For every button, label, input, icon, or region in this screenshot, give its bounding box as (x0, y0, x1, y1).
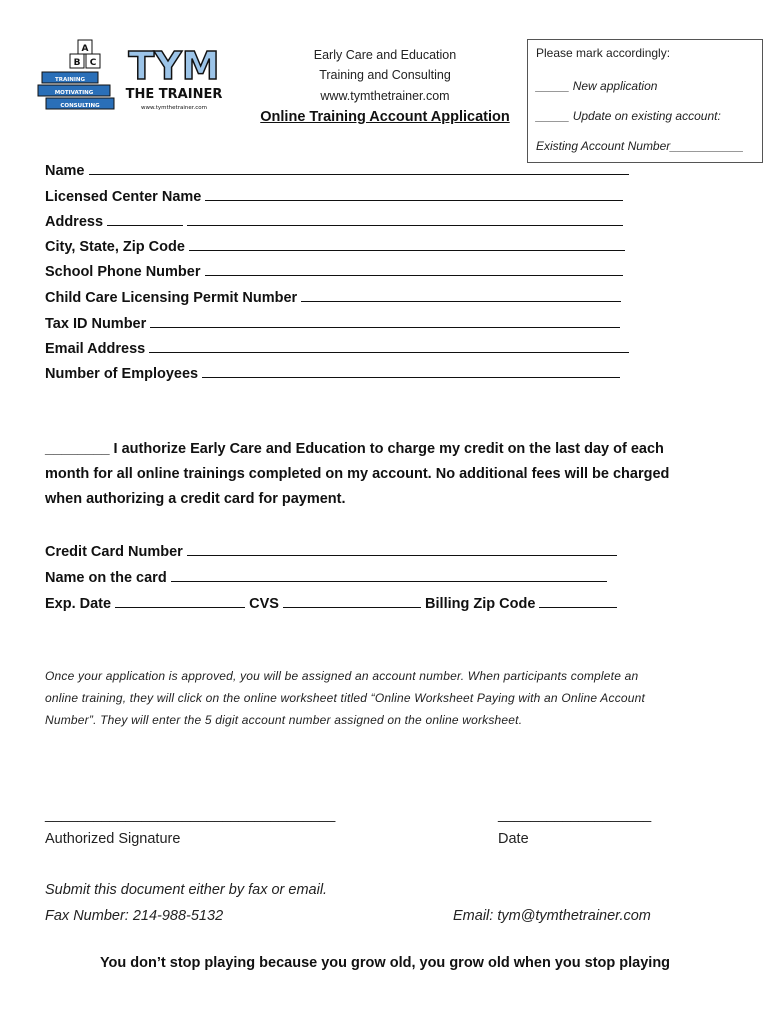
option-update-account[interactable]: _____ Update on existing account: (536, 109, 721, 123)
logo-step-label-1: TRAINING (54, 77, 86, 83)
exp-date-line[interactable] (115, 593, 245, 608)
logo-step-label-3: CONSULTING (60, 103, 100, 109)
name-on-card-line[interactable] (171, 567, 607, 582)
header-org-line1: Early Care and Education (313, 48, 457, 62)
billing-zip-label: Billing Zip Code (425, 596, 536, 612)
school-phone-field[interactable] (45, 261, 623, 280)
employees-line[interactable] (202, 363, 620, 378)
tax-id-field[interactable] (45, 313, 620, 332)
tym-logo (34, 34, 234, 120)
motto: You don’t stop playing because you grow old, you grow old when you stop playing (99, 955, 671, 971)
submit-instructions: Submit this document either by fax or email. (45, 882, 328, 898)
employees-field[interactable] (45, 363, 620, 382)
approval-note-line-2: online training, they will click on the online worksheet titled “Online Worksheet Paying with an Online Account (45, 691, 646, 705)
address-field[interactable] (45, 211, 623, 230)
authorization-text (45, 437, 735, 512)
authorization-line-3: when authorizing a credit card for payment. (45, 491, 346, 507)
approval-note-line-1: Once your application is approved, you will be assigned an account number. When participants complete an (45, 669, 639, 683)
cvs-label: CVS (249, 596, 279, 612)
city-state-zip-label: City, State, Zip Code (45, 239, 185, 255)
existing-account-number-field[interactable]: Existing Account Number___________ (536, 139, 744, 153)
credit-card-line[interactable] (187, 541, 617, 556)
header-website: www.tymthetrainer.com (320, 89, 450, 103)
name-field[interactable] (45, 160, 629, 179)
permit-number-field[interactable] (45, 287, 621, 306)
page-title: Online Training Account Application (260, 109, 510, 125)
date-label: Date (498, 831, 529, 847)
name-on-card-label: Name on the card (45, 570, 167, 586)
licensed-center-field[interactable] (45, 186, 623, 205)
fax-number: Fax Number: 214-988-5132 (45, 908, 224, 924)
permit-number-line[interactable] (301, 287, 621, 302)
logo-block-b-letter: B (73, 58, 81, 68)
city-state-zip-field[interactable] (45, 236, 625, 255)
authorization-line-2: month for all online trainings completed on my account. No additional fees will be charged (45, 466, 670, 482)
permit-number-label: Child Care Licensing Permit Number (45, 290, 298, 306)
address-line-1[interactable] (107, 211, 183, 226)
cvs-line[interactable] (283, 593, 421, 608)
tax-id-line[interactable] (150, 313, 620, 328)
email-field[interactable] (45, 338, 629, 357)
tax-id-label: Tax ID Number (45, 316, 147, 332)
licensed-center-line[interactable] (205, 186, 623, 201)
name-label: Name (45, 163, 85, 179)
logo-brand: TYM (128, 44, 220, 88)
address-label: Address (45, 214, 104, 230)
email-label: Email Address (45, 341, 146, 357)
authorization-line-1[interactable]: ________ I authorize Early Care and Education to charge my credit on the last day of each (45, 441, 664, 457)
header-org-line2: Training and Consulting (319, 68, 451, 82)
approval-note (45, 665, 735, 731)
logo-block-c-letter: C (89, 58, 97, 68)
logo-brand-sub: THE TRAINER (125, 87, 223, 102)
signature-label: Authorized Signature (45, 831, 181, 847)
credit-card-label: Credit Card Number (45, 544, 183, 560)
school-phone-label: School Phone Number (45, 264, 201, 280)
mark-prompt: Please mark accordingly: (536, 46, 671, 60)
city-state-zip-line[interactable] (189, 236, 625, 251)
email-line[interactable] (149, 338, 629, 353)
email-contact[interactable]: Email: tym@tymthetrainer.com (453, 908, 651, 924)
name-line[interactable] (89, 160, 629, 175)
logo-block-a-letter: A (81, 44, 89, 54)
credit-card-field[interactable] (45, 541, 617, 560)
address-line-2[interactable] (187, 211, 623, 226)
school-phone-line[interactable] (205, 261, 623, 276)
signature-line[interactable]: ____________________________________ (45, 807, 336, 823)
licensed-center-label: Licensed Center Name (45, 189, 202, 205)
exp-cvs-zip-row (45, 593, 617, 612)
logo-url: www.tymthetrainer.com (141, 105, 207, 111)
approval-note-line-3: Number”. They will enter the 5 digit account number assigned on the online worksheet. (45, 713, 523, 727)
billing-zip-line[interactable] (539, 593, 617, 608)
option-new-application[interactable]: _____ New application (536, 79, 658, 93)
date-line[interactable]: ___________________ (498, 807, 652, 823)
name-on-card-field[interactable] (45, 567, 607, 586)
logo-step-label-2: MOTIVATING (54, 90, 94, 96)
employees-label: Number of Employees (45, 366, 199, 382)
exp-date-label: Exp. Date (45, 596, 112, 612)
